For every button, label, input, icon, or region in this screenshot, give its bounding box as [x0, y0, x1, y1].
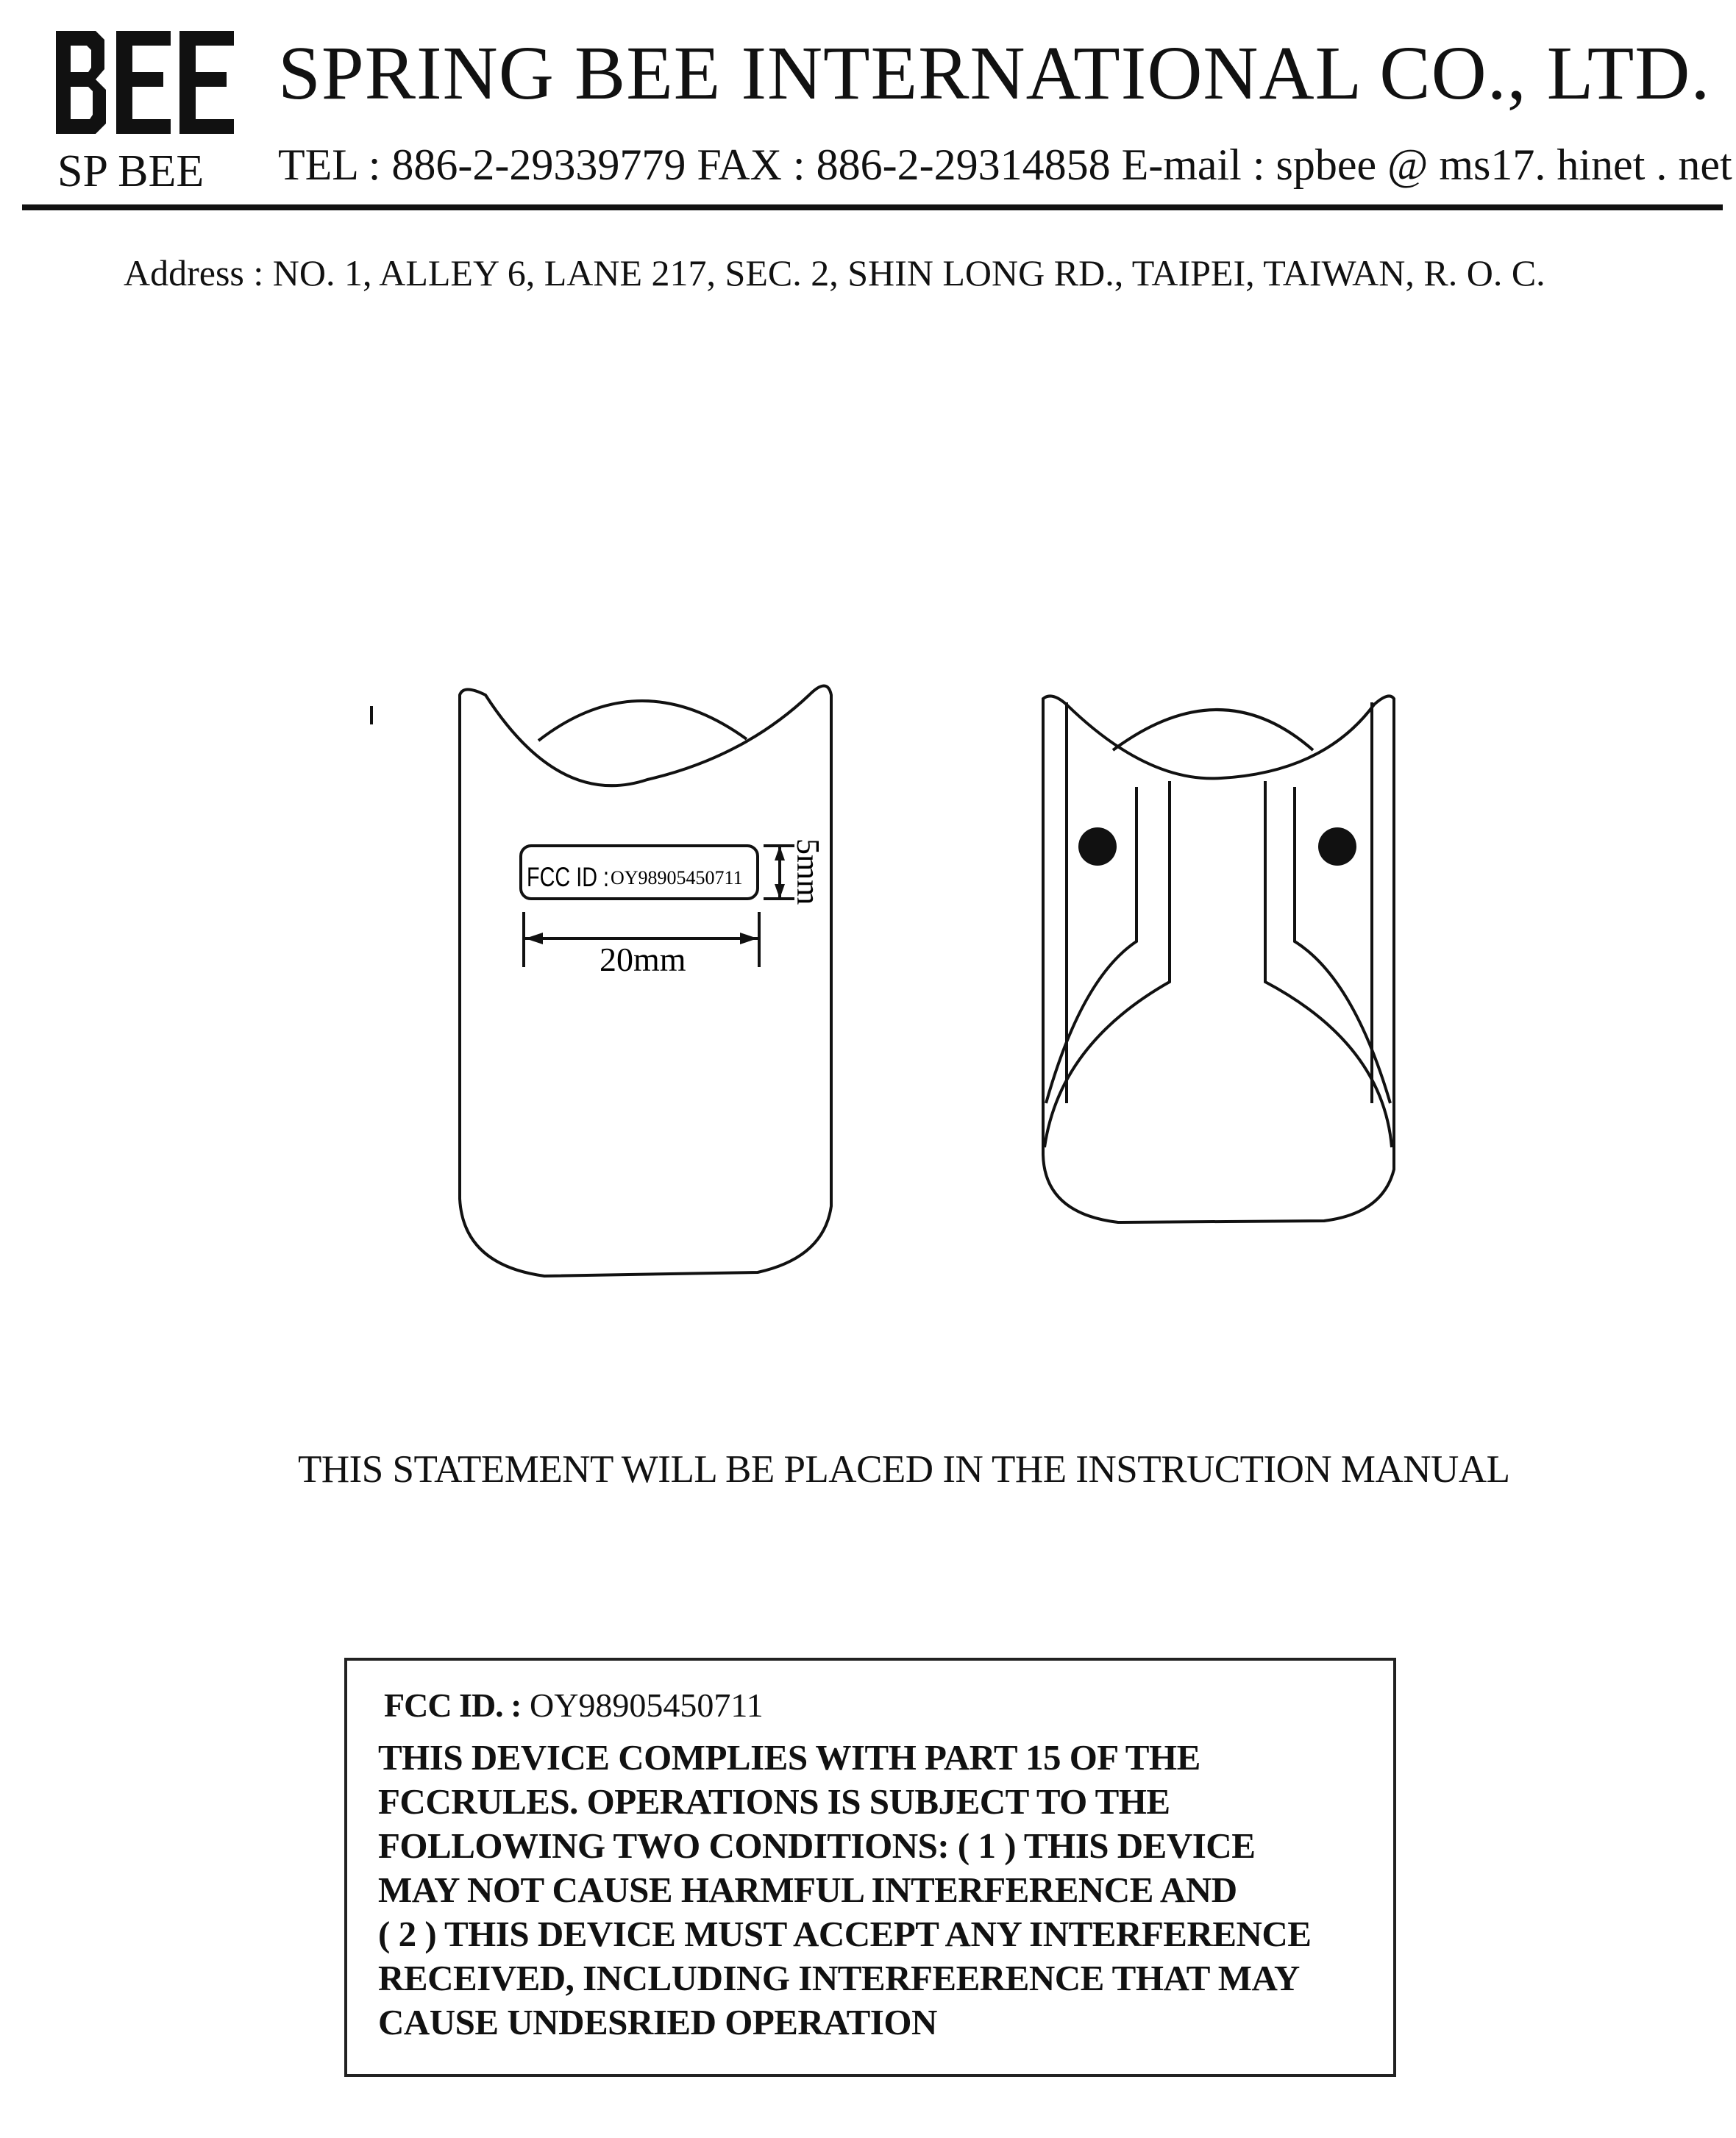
label-fcc-id: OY98905450711	[611, 867, 743, 888]
label-fcc-text: FCC ID :	[527, 862, 609, 892]
right-button-dot	[1318, 827, 1356, 866]
compliance-line: FCCRULES. OPERATIONS IS SUBJECT TO THE	[378, 1781, 1170, 1822]
statement-heading: THIS STATEMENT WILL BE PLACED IN THE INSTRUCTION MANUAL	[298, 1448, 1510, 1491]
company-name: SPRING BEE INTERNATIONAL CO., LTD.	[278, 31, 1711, 115]
compliance-line: ( 2 ) THIS DEVICE MUST ACCEPT ANY INTERFERENCE	[378, 1914, 1312, 1954]
back-view	[1043, 696, 1394, 1222]
front-dome	[538, 701, 747, 741]
box-fcc-id-label: FCC ID. :	[384, 1686, 522, 1724]
back-outline	[1043, 696, 1394, 1222]
left-button-dot	[1078, 827, 1117, 866]
compliance-line: THIS DEVICE COMPLIES WITH PART 15 OF THE	[378, 1737, 1200, 1778]
compliance-text	[378, 1736, 1386, 2045]
compliance-line: RECEIVED, INCLUDING INTERFEERENCE THAT MAY	[378, 1958, 1300, 1998]
company-logo	[53, 26, 237, 137]
front-view	[460, 686, 831, 1277]
company-address: Address : NO. 1, ALLEY 6, LANE 217, SEC. 2, SHIN LONG RD., TAIPEI, TAIWAN, R. O. C.	[124, 252, 1545, 293]
header-divider	[22, 204, 1723, 210]
compliance-line: FOLLOWING TWO CONDITIONS: ( 1 ) THIS DEVICE	[378, 1825, 1256, 1866]
company-short-name: SP BEE	[57, 146, 204, 196]
device-drawings	[0, 647, 1736, 1309]
back-dome	[1113, 710, 1313, 750]
height-dimension: 5mm	[790, 838, 826, 905]
compliance-line: CAUSE UNDESRIED OPERATION	[378, 2002, 937, 2042]
width-dimension: 20mm	[600, 941, 686, 978]
box-fcc-id-line	[384, 1686, 764, 1725]
front-outline	[460, 686, 831, 1277]
box-fcc-id-value: OY98905450711	[529, 1686, 764, 1724]
contact-info: TEL : 886-2-29339779 FAX : 886-2-29314858 E-mail : spbee @ ms17. hinet . net	[278, 140, 1732, 189]
fcc-statement-box	[344, 1658, 1396, 2077]
compliance-line: MAY NOT CAUSE HARMFUL INTERFERENCE AND	[378, 1870, 1237, 1910]
